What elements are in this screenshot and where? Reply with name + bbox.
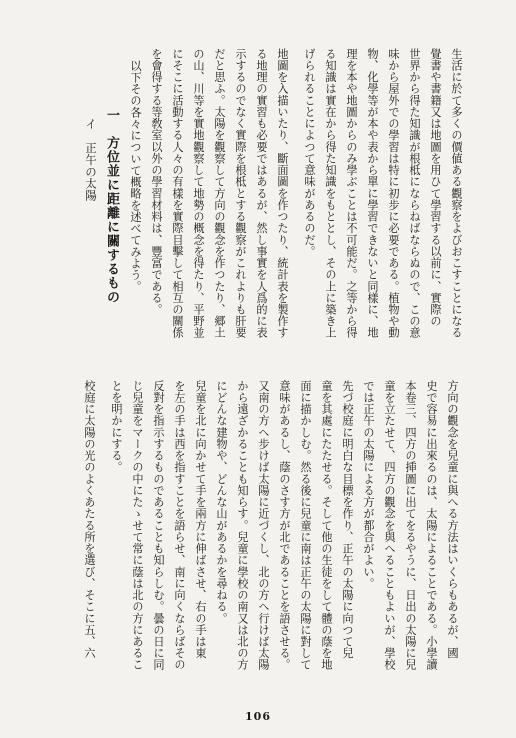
upper-column: 覺書や書籍又は地圖を用ひて學習する以前に、實際の (429, 48, 442, 327)
lower-column: 先づ校庭に明白な目標を作り、正午の太陽に向つて兒 (341, 380, 354, 659)
upper-column: だと思ふ。太陽を觀察して方向の觀念を作つたり、郷土 (213, 48, 226, 339)
upper-column: 示するのでなく實際を根柢とする觀察がこれよりも肝要 (234, 48, 247, 339)
upper-column: 地圖を入描いたり、斷面圖を作つたり、統計表を製作す (276, 48, 289, 339)
upper-column: を會得する等敎室以外の學習材料は、豐富である。 (150, 48, 163, 316)
lower-column: 又南の方へ步けば太陽に近づくし、北の方へ行けば太陽 (257, 380, 270, 671)
lower-column: 童を其處にたたせる。そして他の生徒をして體の蔭を地 (320, 380, 333, 671)
page-number: 106 (245, 710, 271, 723)
lower-column: 面に描かしむ。然る後に兒童に南は正午の太陽に對して (299, 380, 312, 671)
lower-column: 意味があるし、蔭のさす方が北であることを語させる。 (278, 380, 291, 671)
upper-column: る知識は實在から得た知識をもととし、その上に築き上 (324, 48, 337, 339)
upper-column: げられることによつて意味があるのだ。 (303, 48, 316, 258)
section-subheading: イ 正午の太陽 (84, 118, 98, 202)
lower-column: 反對を指示するものであることも知らしむ。曇の日に同 (152, 380, 165, 671)
upper-column: 理を本や地圖からのみ學ぶことは不可能だ。之等から得 (345, 48, 358, 339)
lower-column: じ兒童をマークの中にたゝせて常に蔭は北の方にあるこ (131, 380, 144, 671)
lower-column: 校庭に太陽の光のよくあたる所を選び、そこに五、六 (83, 380, 96, 659)
upper-column: 味から屋外での學習は特に初步に必要である。植物や動 (387, 48, 400, 339)
lower-column: にどんな建物や、どんな山があるかを尋ねる。 (215, 380, 228, 625)
lower-column: を左の手は西を指すことを語らせ、南に向くならばその (173, 380, 186, 671)
upper-column: 世界から得た知識が根柢にならねばならぬので、この意 (408, 48, 421, 339)
lower-column: とを明かにする。 (110, 380, 123, 473)
lower-column: 方向の觀念を兒童に與へる方法はいくらもあるが、國 (446, 380, 459, 659)
upper-column: る地理の實習も必要ではあるが、然し事實を人爲的に表 (255, 48, 268, 339)
section-heading: 一 方位並に距離に關するもの (104, 108, 119, 304)
upper-column: 生活に於て多くの價値ある觀察をよびおこすことになる (450, 48, 463, 339)
upper-column: にそこに活動する人々の有樣を實際目擊して相互の關係 (171, 48, 184, 339)
upper-column: の山、川等を實地觀察して地勢の概念を得たり、平野並 (192, 48, 205, 339)
lower-column: 兒童を北に向かせて手を兩方に伸ばさせ、右の手は東 (194, 380, 207, 659)
upper-column: 物、化學等が本や表から單に學習できないと同樣に、地 (366, 48, 379, 339)
lower-column: から遠ざかることも知らす。兒童に學校の南又は北の方 (236, 380, 249, 671)
lower-column: 本卷三、四方の挿圖に出てをるやうに、日出の太陽に兒 (404, 380, 417, 671)
lower-column: 童を立たせて、四方の觀念を與へることもよいが、學校 (383, 380, 396, 671)
lower-column: 史で容易に出來るのは、太陽によることである。小學讀 (425, 380, 438, 671)
lower-column: では正午の太陽による方が都合がよい。 (362, 380, 375, 590)
upper-column: 以下その各々について概略を述べてみよう。 (129, 60, 142, 293)
